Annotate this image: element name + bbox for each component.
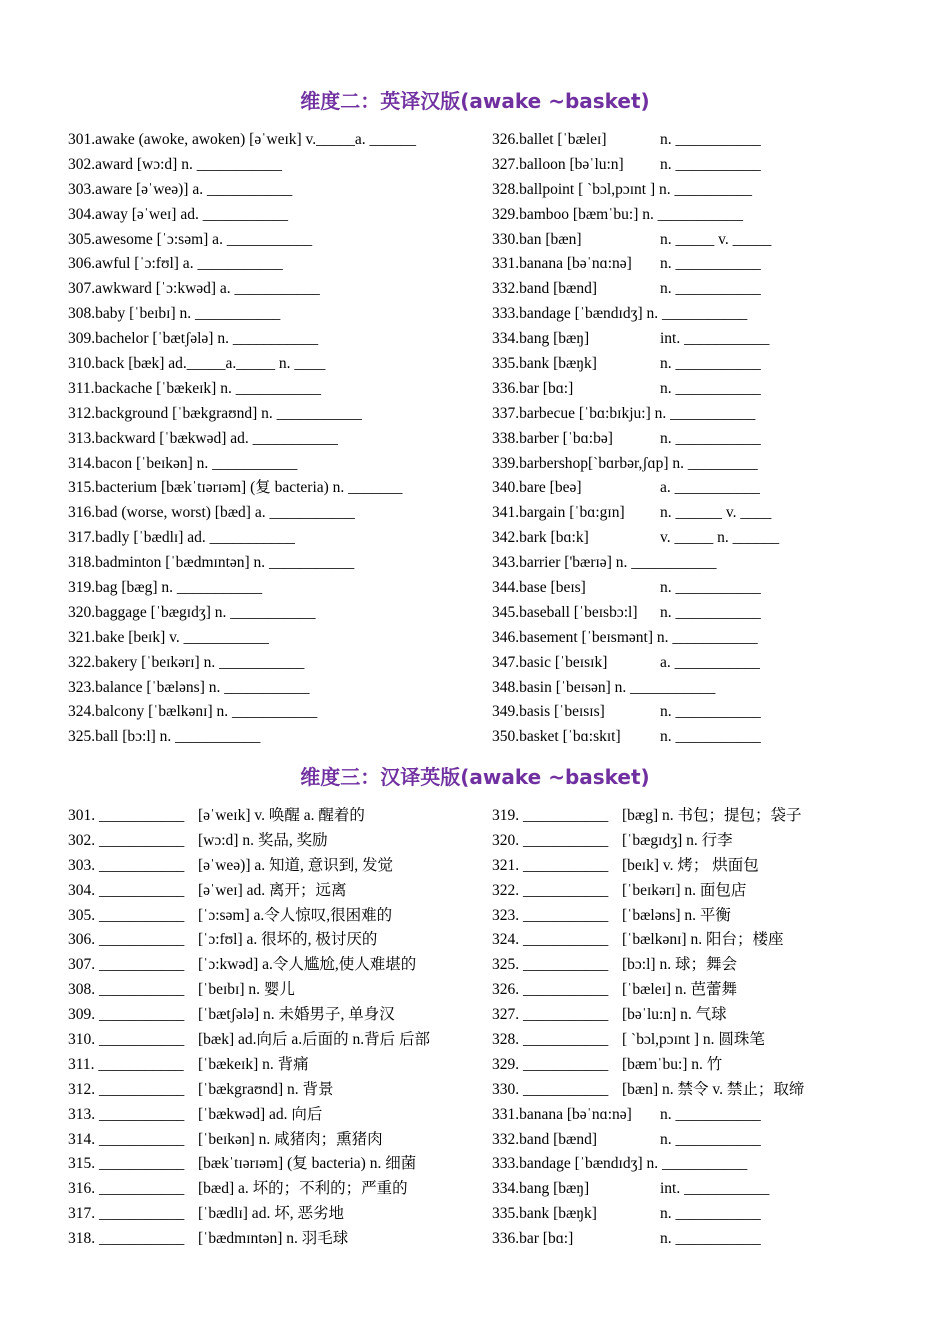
vocab-answer: n. ___________ [660,1205,761,1223]
vocab-row [492,501,912,526]
vocab-term: 338.barber [ˈbɑ:bə] [492,429,613,447]
vocab-answer: n. _____ v. _____ [660,230,772,248]
vocab-row [492,953,912,978]
vocab-row [68,277,488,302]
vocab-row [492,277,912,302]
vocab-row [492,1177,912,1202]
vocab-answer: a. ___________ [660,479,760,497]
vocab-row [68,427,488,452]
vocab-term: 323.balance [ˈbæləns] n. ___________ [68,678,310,696]
vocab-answer: n. ___________ [660,1105,761,1123]
vocab-row [492,725,912,750]
vocab-answer: n. ___________ [660,603,761,621]
vocab-answer: [bæmˈbu:] n. 竹 [622,1055,723,1073]
vocab-answer: [bæd] a. 坏的；不利的；严重的 [198,1180,408,1198]
vocab-row [68,676,488,701]
vocab-answer: [ˈbeɪkən] n. 咸猪肉；熏猪肉 [198,1130,383,1148]
vocab-row [492,1128,912,1153]
vocab-row [492,879,912,904]
vocab-term: 308.baby [ˈbeɪbɪ] n. ___________ [68,305,281,323]
vocab-term: 301. ___________ [68,807,185,824]
vocab-row [492,626,912,651]
vocab-answer: [ˈbækgraʊnd] n. 背景 [198,1080,334,1098]
vocab-row [492,978,912,1003]
vocab-answer: n. ___________ [660,728,761,746]
vocab-row [68,526,488,551]
vocab-answer: [əˈweɪk] v. 唤醒 a. 醒着的 [198,807,365,824]
vocab-term: 322. ___________ [492,881,609,899]
vocab-term: 335.bank [bæŋk] [492,355,597,373]
vocab-term: 302.award [wɔ:d] n. ___________ [68,155,282,173]
vocab-term: 340.bare [beə] [492,479,582,497]
vocab-row [492,651,912,676]
vocab-term: 331.banana [bəˈnɑ:nə] [492,1105,632,1123]
vocab-term: 305.awesome [ˈɔ:səm] a. ___________ [68,230,313,248]
vocab-term: 333.bandage [ˈbændɪdʒ] n. ___________ [492,1155,748,1173]
vocab-term: 313. ___________ [68,1105,185,1123]
section3-title: 维度三：汉译英版(awake ~basket) [300,765,650,789]
vocab-answer: n. ______ v. ____ [660,504,772,522]
vocab-row [492,576,912,601]
vocab-term: 333.bandage [ˈbændɪdʒ] n. ___________ [492,305,748,323]
vocab-row [68,1152,488,1177]
vocab-row [68,651,488,676]
vocab-row [68,1202,488,1227]
vocab-row [492,1078,912,1103]
vocab-row [492,203,912,228]
vocab-answer: n. ___________ [660,131,761,148]
vocab-answer: [bæn] n. 禁令 v. 禁止；取缔 [622,1080,805,1098]
vocab-answer: [ˈbeɪbɪ] n. 婴儿 [198,981,295,999]
vocab-row [492,452,912,477]
vocab-term: 336.bar [bɑ:] [492,1230,574,1248]
vocab-answer: [ ˋbɔl,pɔɪnt ] n. 圆珠笔 [622,1031,765,1049]
vocab-row [492,854,912,879]
vocab-term: 325.ball [bɔ:l] n. ___________ [68,728,261,746]
vocab-answer: n. ___________ [660,429,761,447]
vocab-term: 323. ___________ [492,906,609,924]
vocab-term: 331.banana [bəˈnɑ:nə] [492,255,632,273]
vocab-answer: n. ___________ [660,280,761,298]
section2-left-column [68,128,488,750]
vocab-term: 319.bag [bæg] n. ___________ [68,579,263,597]
vocab-row [68,452,488,477]
vocab-answer: int. ___________ [660,330,770,348]
vocab-answer: [ˈbædlɪ] ad. 坏, 恶劣地 [198,1205,344,1223]
vocab-row [68,1128,488,1153]
vocab-answer: n. ___________ [660,703,761,721]
vocab-row [492,676,912,701]
vocab-row [492,302,912,327]
vocab-row [492,928,912,953]
vocab-answer: n. ___________ [660,255,761,273]
vocab-term: 313.backward [ˈbækwəd] ad. ___________ [68,429,338,447]
vocab-row [68,601,488,626]
vocab-row [492,700,912,725]
vocab-row [68,904,488,929]
vocab-answer: [ˈbædmɪntən] n. 羽毛球 [198,1230,349,1248]
vocab-answer: [ˈbætʃələ] n. 未婚男子, 单身汉 [198,1006,395,1024]
vocab-term: 342.bark [bɑ:k] [492,529,589,547]
vocab-row [68,377,488,402]
vocab-term: 326.ballet [ˈbæleɪ] [492,131,607,148]
vocab-term: 339.barbershop[ˋbɑrbər,ʃɑp] n. _________ [492,454,758,472]
vocab-term: 307.awkward [ˈɔ:kwəd] a. ___________ [68,280,320,298]
vocab-row [68,1028,488,1053]
vocab-row [68,829,488,854]
vocab-term: 317. ___________ [68,1205,185,1223]
vocab-row [492,1053,912,1078]
vocab-row [492,153,912,178]
vocab-term: 319. ___________ [492,807,609,824]
vocab-row [68,128,488,153]
vocab-term: 329. ___________ [492,1055,609,1073]
vocab-term: 304. ___________ [68,881,185,899]
vocab-term: 332.band [bænd] [492,280,598,298]
vocab-answer: n. ___________ [660,355,761,373]
vocab-term: 332.band [bænd] [492,1130,598,1148]
vocab-term: 310.back [bæk] ad._____a._____ n. ____ [68,355,326,373]
vocab-row [68,153,488,178]
vocab-row [492,904,912,929]
vocab-answer: n. ___________ [660,579,761,597]
vocab-term: 314.bacon [ˈbeɪkən] n. ___________ [68,454,298,472]
vocab-row [68,1177,488,1202]
vocab-term: 328. ___________ [492,1031,609,1049]
vocab-row [68,804,488,829]
vocab-term: 315. ___________ [68,1155,185,1173]
vocab-row [68,203,488,228]
vocab-term: 308. ___________ [68,981,185,999]
section2-title: 维度二：英译汉版(awake ~basket) [300,89,650,113]
section2-right-column [492,128,912,750]
vocab-term: 348.basin [ˈbeɪsən] n. ___________ [492,678,716,696]
vocab-row [68,476,488,501]
vocab-answer: int. ___________ [660,1180,770,1198]
vocab-answer: n. ___________ [660,379,761,397]
vocab-row [68,1227,488,1252]
vocab-row [68,551,488,576]
vocab-term: 301.awake (awoke, awoken) [əˈweɪk] v._____a. ______ [68,131,417,148]
vocab-term: 320.baggage [ˈbægɪdʒ] n. ___________ [68,603,316,621]
vocab-row [492,1028,912,1053]
vocab-row [492,829,912,854]
vocab-term: 321.bake [beɪk] v. ___________ [68,628,269,646]
vocab-term: 349.basis [ˈbeɪsɪs] [492,703,605,721]
vocab-term: 329.bamboo [bæmˈbu:] n. ___________ [492,205,743,223]
vocab-row [492,352,912,377]
vocab-term: 328.ballpoint [ ˋbɔl,pɔɪnt ] n. __________ [492,180,753,198]
vocab-term: 321. ___________ [492,856,609,874]
vocab-term: 303. ___________ [68,856,185,874]
vocab-term: 324.balcony [ˈbælkənɪ] n. ___________ [68,703,318,721]
vocab-term: 327. ___________ [492,1006,609,1024]
vocab-term: 335.bank [bæŋk] [492,1205,597,1223]
vocab-answer: [bɔ:l] n. 球；舞会 [622,956,737,974]
vocab-term: 345.baseball [ˈbeɪsbɔ:l] [492,603,638,621]
section3-right-column [492,804,912,1252]
vocab-term: 316. ___________ [68,1180,185,1198]
vocab-answer: [əˈweɪ] ad. 离开；远离 [198,881,347,899]
vocab-term: 318.badminton [ˈbædmɪntən] n. ___________ [68,554,355,572]
vocab-answer: n. ___________ [660,1130,761,1148]
vocab-row [492,1152,912,1177]
vocab-row [492,1103,912,1128]
vocab-term: 309.bachelor [ˈbætʃələ] n. ___________ [68,330,319,348]
vocab-term: 350.basket [ˈbɑ:skɪt] [492,728,621,746]
vocab-row [68,700,488,725]
vocab-row [68,576,488,601]
vocab-row [492,1227,912,1252]
vocab-answer: [wɔ:d] n. 奖品, 奖励 [198,831,328,849]
vocab-term: 306.awful [ˈɔ:fʊl] a. ___________ [68,255,283,273]
vocab-row [68,626,488,651]
vocab-row [68,854,488,879]
vocab-term: 330. ___________ [492,1080,609,1098]
vocab-term: 343.barrier ['bærɪə] n. ___________ [492,554,717,572]
vocab-answer: [ˈɔ:səm] a.令人惊叹,很困难的 [198,906,393,924]
vocab-term: 303.aware [əˈweə)] a. ___________ [68,180,293,198]
vocab-term: 336.bar [bɑ:] [492,379,574,397]
vocab-term: 334.bang [bæŋ] [492,330,590,348]
vocab-row [492,551,912,576]
vocab-row [68,1103,488,1128]
vocab-term: 309. ___________ [68,1006,185,1024]
vocab-term: 312.background [ˈbækgraʊnd] n. ___________ [68,404,362,422]
vocab-row [68,1003,488,1028]
vocab-term: 346.basement [ˈbeɪsmənt] n. ___________ [492,628,758,646]
vocab-term: 330.ban [bæn] [492,230,582,248]
vocab-row [492,377,912,402]
vocab-answer: [əˈweə)] a. 知道, 意识到, 发觉 [198,856,393,874]
vocab-answer: n. ___________ [660,155,761,173]
vocab-row [68,352,488,377]
vocab-term: 302. ___________ [68,831,185,849]
vocab-row [68,879,488,904]
vocab-row [492,601,912,626]
vocab-term: 316.bad (worse, worst) [bæd] a. ___________ [68,504,355,522]
vocab-term: 327.balloon [bəˈlu:n] [492,155,624,173]
vocab-term: 317.badly [ˈbædlɪ] ad. ___________ [68,529,295,547]
vocab-term: 326. ___________ [492,981,609,999]
vocab-term: 347.basic [ˈbeɪsɪk] [492,653,608,671]
vocab-answer: [ˈɔ:kwəd] a.令人尴尬,使人难堪的 [198,956,417,974]
vocab-term: 312. ___________ [68,1080,185,1098]
vocab-answer: [beɪk] v. 烤； 烘面包 [622,856,759,874]
vocab-answer: [ˈbækeɪk] n. 背痛 [198,1055,309,1073]
vocab-answer: [bæk] ad.向后 a.后面的 n.背后 后部 [198,1031,431,1049]
vocab-row [68,228,488,253]
vocab-row [68,928,488,953]
vocab-row [492,476,912,501]
vocab-row [492,402,912,427]
vocab-row [68,501,488,526]
vocab-term: 341.bargain [ˈbɑ:gɪn] [492,504,625,522]
vocab-term: 315.bacterium [bækˈtɪərɪəm] (复 bacteria) n. _______ [68,479,403,497]
vocab-term: 307. ___________ [68,956,185,974]
vocab-row [492,252,912,277]
vocab-row [68,1053,488,1078]
vocab-answer: [ˈɔ:fʊl] a. 很坏的, 极讨厌的 [198,931,378,949]
vocab-term: 306. ___________ [68,931,185,949]
vocab-term: 334.bang [bæŋ] [492,1180,590,1198]
vocab-answer: [ˈbæləns] n. 平衡 [622,906,731,924]
vocab-row [68,327,488,352]
vocab-row [68,725,488,750]
vocab-answer: [bæg] n. 书包；提包；袋子 [622,807,802,824]
vocab-answer: [ˈbækwəd] ad. 向后 [198,1105,323,1123]
vocab-row [492,1202,912,1227]
vocab-term: 311.backache [ˈbækeɪk] n. ___________ [68,379,321,397]
vocab-answer: n. ___________ [660,1230,761,1248]
vocab-row [68,302,488,327]
vocab-term: 304.away [əˈweɪ] ad. ___________ [68,205,288,223]
vocab-row [68,1078,488,1103]
vocab-term: 324. ___________ [492,931,609,949]
vocab-term: 318. ___________ [68,1230,185,1248]
vocab-answer: [bəˈlu:n] n. 气球 [622,1006,727,1024]
vocab-row [492,427,912,452]
vocab-answer: [ˈbeɪkərɪ] n. 面包店 [622,881,747,899]
vocab-answer: [ˈbæleɪ] n. 芭蕾舞 [622,981,737,999]
vocab-term: 322.bakery [ˈbeɪkərɪ] n. ___________ [68,653,305,671]
vocab-row [68,402,488,427]
vocab-row [492,526,912,551]
vocab-row [492,327,912,352]
vocab-row [492,178,912,203]
vocab-answer: [bækˈtɪərɪəm] (复 bacteria) n. 细菌 [198,1155,417,1173]
vocab-term: 337.barbecue [ˈbɑ:bɪkju:] n. ___________ [492,404,756,422]
vocab-row [68,953,488,978]
vocab-answer: [ˈbælkənɪ] n. 阳台；楼座 [622,931,784,949]
vocab-row [492,228,912,253]
vocab-row [68,978,488,1003]
vocab-row [492,1003,912,1028]
vocab-term: 311. ___________ [68,1055,184,1073]
vocab-term: 310. ___________ [68,1031,185,1049]
vocab-term: 314. ___________ [68,1130,185,1148]
vocab-row [68,178,488,203]
vocab-term: 305. ___________ [68,906,185,924]
vocab-answer: a. ___________ [660,653,760,671]
vocab-term: 344.base [beɪs] [492,579,586,597]
vocab-term: 325. ___________ [492,956,609,974]
vocab-row [492,804,912,829]
vocab-term: 320. ___________ [492,831,609,849]
vocab-answer: [ˈbægɪdʒ] n. 行李 [622,831,733,849]
section3-left-column [68,804,488,1252]
vocab-row [68,252,488,277]
vocab-answer: v. _____ n. ______ [660,529,780,547]
vocab-row [492,128,912,153]
